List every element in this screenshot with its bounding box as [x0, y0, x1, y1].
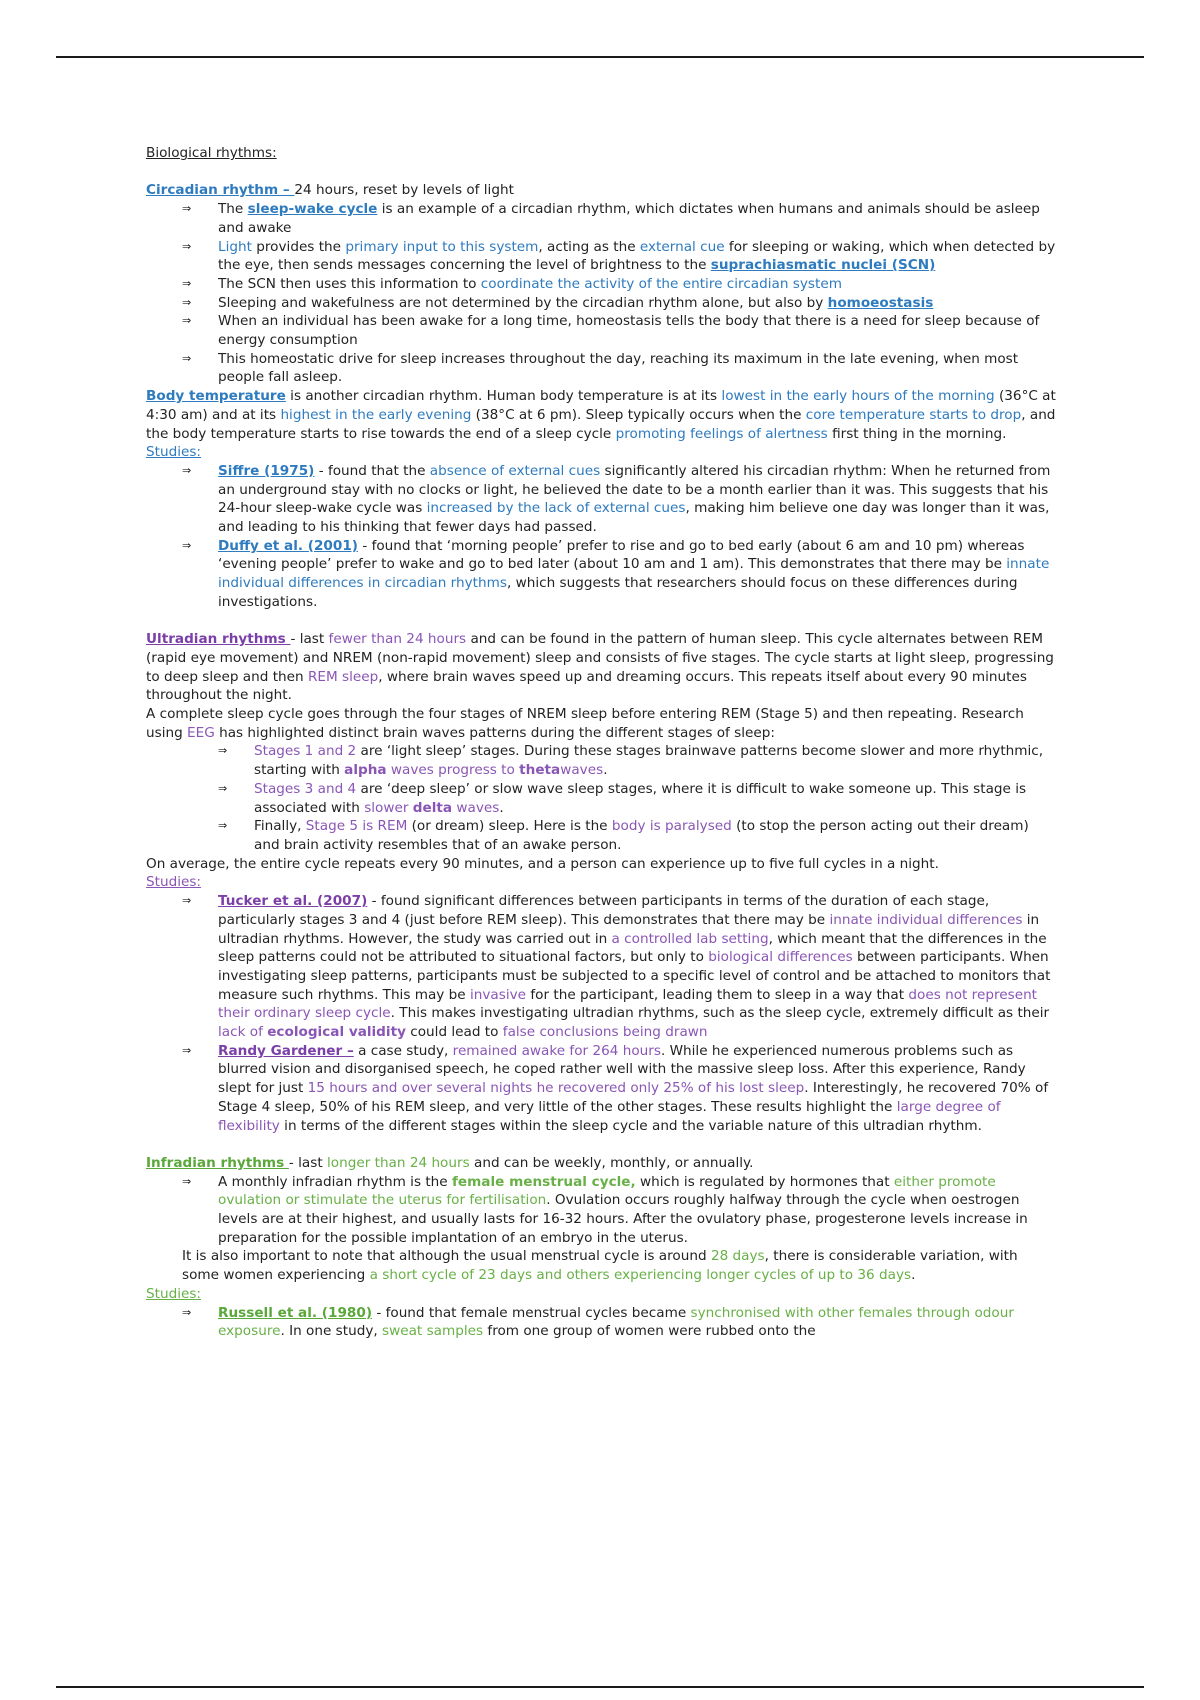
right-arrow-icon: ⇒	[182, 1043, 192, 1057]
circadian-intro: Circadian rhythm – 24 hours, reset by levels of light	[146, 182, 514, 199]
studies-label: Studies:	[146, 874, 202, 891]
infradian-heading: Infradian rhythms	[146, 1154, 289, 1171]
right-arrow-icon: ⇒	[182, 463, 192, 477]
study-item: ⇒ Randy Gardener – a case study, remained awake for 264 hours. While he experienced numerous problems such as blurred vision and disorganised speech, he coped rather well with the massive sleep loss. After this experience, Randy slept for just 15 hours and over several nights he recovered only 25% of his lost sleep. Interestingly, he recovered 70% of Stage 4 sleep, 50% of his REM sleep, and very little of the other stages. These results highlight the large degree of flexibility in terms of the different stages within the sleep cycle and the variable nature of this ultradian rhythm.	[182, 1042, 1049, 1134]
study-citation: Tucker et al. (2007)	[218, 893, 368, 910]
list-item: ⇒ The SCN then uses this information to coordinate the activity of the entire circadian system	[182, 275, 842, 292]
list-item: ⇒ When an individual has been awake for a long time, homeostasis tells the body that there is a need for sleep because of energy consumption	[182, 313, 1040, 349]
right-arrow-icon: ⇒	[182, 1174, 192, 1188]
ultradian-paragraph: A complete sleep cycle goes through the four stages of NREM sleep before entering REM (Stage 5) and then repeating. Research using EEG has highlighted distinct brain waves patterns during the different stages of sleep:	[146, 706, 1024, 741]
study-item: ⇒ Siffre (1975) - found that the absence of external cues significantly altered his circadian rhythm: When he returned from an underground stay with no clocks or light, he believed the date to be a month earlier than it was. This suggests that his 24-hour sleep-wake cycle was increased by the lack of external cues, making him believe one day was longer than it was, and leading to his thinking that fewer days had passed.	[182, 462, 1051, 536]
key-term: homoeostasis	[827, 294, 934, 311]
ultradian-heading: Ultradian rhythms	[146, 631, 291, 648]
study-item: ⇒ Russell et al. (1980) - found that female menstrual cycles became synchronised with other females through odour exposure. In one study, sweat samples from one group of women were rubbed onto the	[182, 1304, 1014, 1340]
right-arrow-icon: ⇒	[182, 239, 192, 253]
study-citation: Russell et al. (1980)	[218, 1304, 373, 1321]
ultradian-summary: On average, the entire cycle repeats every 90 minutes, and a person can experience up to five full cycles in a night.	[146, 855, 939, 872]
key-term: suprachiasmatic nuclei (SCN)	[710, 257, 936, 274]
right-arrow-icon: ⇒	[218, 781, 228, 795]
studies-label: Studies:	[146, 444, 202, 461]
study-item: ⇒ Tucker et al. (2007) - found significant differences between participants in terms of the duration of each stage, particularly stages 3 and 4 (just before REM sleep). This demonstrates that there may be innate individual differences in ultradian rhythms. However, the study was carried out in a controlled lab setting, which meant that the differences in the sleep patterns could not be attributed to situational factors, but only to biological differences between participants. When investigating sleep patterns, participants must be subjected to a specific level of control and be attached to monitors that measure such rhythms. This may be invasive for the participant, leading them to sleep in a way that does not represent their ordinary sleep cycle. This makes investigating ultradian rhythms, such as the sleep cycle, extremely difficult as their lack of ecological validity could lead to false conclusions being drawn	[182, 893, 1051, 1041]
right-arrow-icon: ⇒	[182, 276, 192, 290]
right-arrow-icon: ⇒	[182, 894, 192, 908]
right-arrow-icon: ⇒	[182, 1305, 192, 1319]
body-temperature-paragraph: Body temperature is another circadian rhythm. Human body temperature is at its lowest in the early hours of the morning (36°C at 4:30 am) and at its highest in the early evening (38°C at 6 pm). Sleep typically occurs when the core temperature starts to drop, and the body temperature starts to rise towards the end of a sleep cycle promoting feelings of alertness first thing in the morning.	[146, 388, 1056, 442]
key-term: sleep-wake cycle	[247, 201, 378, 218]
study-citation: Duffy et al. (2001)	[218, 537, 359, 554]
list-item: ⇒ The sleep-wake cycle is an example of a circadian rhythm, which dictates when humans and animals should be asleep and awake	[182, 201, 1040, 236]
list-item: ⇒ Light provides the primary input to this system, acting as the external cue for sleeping or waking, which when detected by the eye, then sends messages concerning the level of brightness to the suprachiasmatic nuclei (SCN)	[182, 238, 1056, 274]
study-citation: Randy Gardener –	[218, 1042, 354, 1059]
right-arrow-icon: ⇒	[182, 295, 192, 309]
header-rule	[56, 56, 1144, 58]
right-arrow-icon: ⇒	[218, 819, 228, 833]
circadian-heading: Circadian rhythm –	[146, 182, 295, 199]
list-item: ⇒ Stages 1 and 2 are ‘light sleep’ stages. During these stages brainwave patterns become slower and more rhythmic, starting with alpha waves progress to thetawaves.	[218, 743, 1044, 779]
infradian-intro: Infradian rhythms - last longer than 24 hours and can be weekly, monthly, or annually.	[146, 1154, 754, 1171]
list-item: ⇒ This homeostatic drive for sleep increases throughout the day, reaching its maximum in the late evening, when most people fall asleep.	[182, 350, 1019, 386]
footer-rule	[56, 1686, 1144, 1688]
right-arrow-icon: ⇒	[182, 538, 192, 552]
right-arrow-icon: ⇒	[182, 351, 192, 365]
studies-label: Studies:	[146, 1285, 202, 1302]
right-arrow-icon: ⇒	[182, 314, 192, 328]
infradian-paragraph: It is also important to note that although the usual menstrual cycle is around 28 days, there is considerable variation, with some women experiencing a short cycle of 23 days and others experiencing longer cycles of up to 36 days.	[182, 1248, 1018, 1284]
study-item: ⇒ Duffy et al. (2001) - found that ‘morning people’ prefer to rise and go to bed early (about 6 am and 10 pm) whereas ‘evening people’ prefer to wake and go to bed later (about 10 am and 1 am). This demonstrates that there may be innate individual differences in circadian rhythms, which suggests that researchers should focus on these differences during investigations.	[182, 537, 1050, 610]
list-item: ⇒ Finally, Stage 5 is REM (or dream) sleep. Here is the body is paralysed (to stop the person acting out their dream) and brain activity resembles that of an awake person.	[218, 818, 1029, 853]
list-item: ⇒ Sleeping and wakefulness are not determined by the circadian rhythm alone, but also by homoeostasis	[182, 294, 934, 311]
list-item: ⇒ Stages 3 and 4 are ‘deep sleep’ or slow wave sleep stages, where it is difficult to wake someone up. This stage is associated with slower delta waves.	[218, 780, 1027, 816]
right-arrow-icon: ⇒	[182, 202, 192, 216]
page-title: Biological rhythms:	[146, 145, 277, 161]
key-term: Body temperature	[146, 388, 286, 405]
list-item: ⇒ A monthly infradian rhythm is the female menstrual cycle, which is regulated by hormones that either promote ovulation or stimulate the uterus for fertilisation. Ovulation occurs roughly halfway through the cycle when oestrogen levels are at their highest, and usually lasts for 16-32 hours. After the ovulatory phase, progesterone levels increase in preparation for the possible implantation of an embryo in the uterus.	[182, 1173, 1028, 1246]
right-arrow-icon: ⇒	[218, 744, 228, 758]
study-citation: Siffre (1975)	[218, 462, 315, 479]
document-body	[146, 144, 1056, 1341]
ultradian-intro: Ultradian rhythms - last fewer than 24 hours and can be found in the pattern of human sleep. This cycle alternates between REM (rapid eye movement) and NREM (non-rapid movement) sleep and consists of five stages. The cycle starts at light sleep, progressing to deep sleep and then REM sleep, where brain waves speed up and dreaming occurs. This repeats itself about every 90 minutes throughout the night.	[146, 631, 1054, 704]
